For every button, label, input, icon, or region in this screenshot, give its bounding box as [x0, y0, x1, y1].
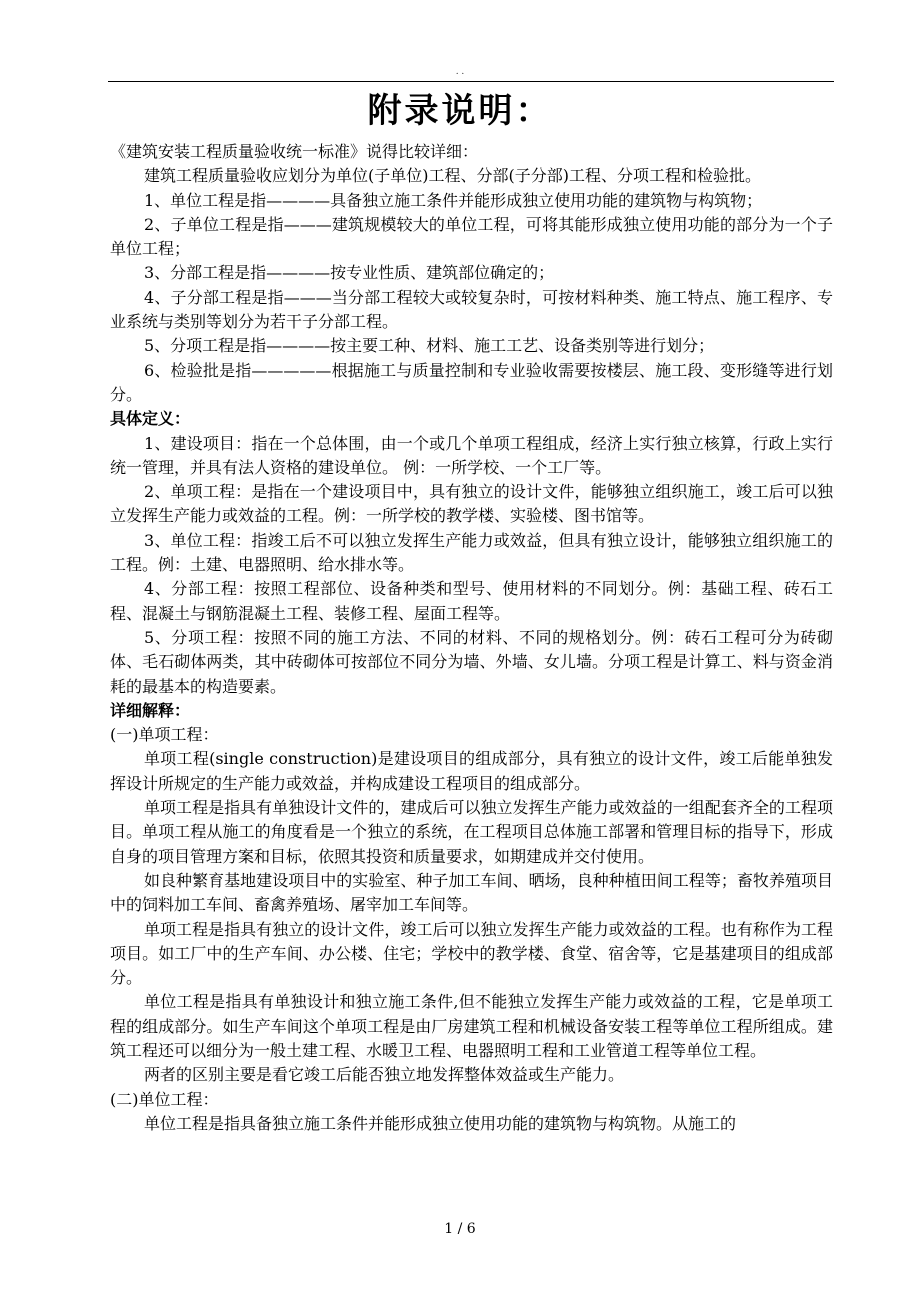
paragraph: (一)单项工程： — [110, 725, 219, 745]
paragraph: 3、分部工程是指————按专业性质、建筑部位确定的； — [144, 263, 555, 283]
paragraph: 建筑工程质量验收应划分为单位(子单位)工程、分部(子分部)工程、分项工程和检验批。 — [144, 166, 761, 186]
paragraph: 5、分项工程：按照不同的施工方法、不同的材料、不同的规格划分。例：砖石工程可分为砖砌体、毛石砌体两类，其中砖砌体可按部位不同分为墙、外墙、女儿墙。分项工程是计算工、料与资金消耗的最基本的构造要素。 — [110, 627, 833, 696]
paragraph: 2、子单位工程是指———建筑规模较大的单位工程，可将其能形成独立使用功能的部分为一个子单位工程； — [110, 214, 833, 259]
header-rule — [108, 81, 834, 82]
paragraph: 1、单位工程是指————具备独立施工条件并能形成独立使用功能的建筑物与构筑物； — [144, 190, 763, 210]
paragraph: 单项工程是指具有独立的设计文件，竣工后可以独立发挥生产能力或效益的工程。也有称作为工程项目。如工厂中的生产车间、办公楼、住宅；学校中的教学楼、食堂、宿舍等，它是基建项目的组成部分。 — [110, 919, 833, 988]
paragraph: 单项工程(single construction)是建设项目的组成部分，具有独立的设计文件，竣工后能单独发挥设计所规定的生产能力或效益，并构成建设工程项目的组成部分。 — [110, 749, 833, 793]
paragraph: 4、分部工程：按照工程部位、设备种类和型号、使用材料的不同划分。例：基础工程、砖石工程、混凝土与钢筋混凝土工程、装修工程、屋面工程等。 — [110, 579, 833, 623]
paragraph: 2、单项工程：是指在一个建设项目中，具有独立的设计文件，能够独立组织施工，竣工后可以独立发挥生产能力或效益的工程。例：一所学校的教学楼、实验楼、图书馆等。 — [110, 482, 833, 526]
document-body — [110, 140, 833, 1136]
paragraph: 4、子分部工程是指———当分部工程较大或较复杂时，可按材料种类、施工特点、施工程序、专业系统与类别等划分为若干子分部工程。 — [110, 287, 833, 332]
section-heading: 详细解释： — [110, 700, 191, 720]
paragraph: (二)单位工程： — [110, 1089, 219, 1109]
paragraph: 单位工程是指具备独立施工条件并能形成独立使用功能的建筑物与构筑物。从施工的 — [144, 1113, 737, 1133]
paragraph: 1、建设项目：指在一个总体围，由一个或几个单项工程组成，经济上实行独立核算，行政上实行统一管理，并具有法人资格的建设单位。 例：一所学校、一个工厂等。 — [110, 433, 833, 477]
page-number: 1 / 6 — [444, 1221, 476, 1237]
paragraph: 单项工程是指具有单独设计文件的，建成后可以独立发挥生产能力或效益的一组配套齐全的工程项目。单项工程从施工的角度看是一个独立的系统，在工程项目总体施工部署和管理目标的指导下，形成自身的项目管理方案和目标，依照其投资和质量要求，如期建成并交付使用。 — [110, 798, 833, 866]
paragraph: 5、分项工程是指————按主要工种、材料、施工工艺、设备类别等进行划分； — [144, 336, 715, 356]
paragraph: 《建筑安装工程质量验收统一标准》说得比较详细： — [110, 142, 479, 161]
paragraph: 3、单位工程：指竣工后不可以独立发挥生产能力或效益，但具有独立设计，能够独立组织施工的工程。例：土建、电器照明、给水排水等。 — [110, 530, 833, 575]
section-heading: 具体定义： — [110, 409, 191, 429]
header-marks: . . — [455, 67, 465, 77]
paragraph: 6、检验批是指—————根据施工与质量控制和专业验收需要按楼层、施工段、变形缝等进行划分。 — [110, 360, 833, 404]
page-title: 附录说明： — [367, 91, 553, 131]
paragraph: 两者的区别主要是看它竣工后能否独立地发挥整体效益或生产能力。 — [144, 1065, 625, 1085]
paragraph: 单位工程是指具有单独设计和独立施工条件,但不能独立发挥生产能力或效益的工程，它是单项工程的组成部分。如生产车间这个单项工程是由厂房建筑工程和机械设备安装工程等单位工程所组成。建筑工程还可以细分为一般土建工程、水暖卫工程、电器照明工程和工业管道工程等单位工程。 — [110, 992, 833, 1060]
paragraph: 如良种繁育基地建设项目中的实验室、种子加工车间、晒场，良种种植田间工程等；畜牧养殖项目中的饲料加工车间、畜禽养殖场、屠宰加工车间等。 — [110, 870, 833, 915]
